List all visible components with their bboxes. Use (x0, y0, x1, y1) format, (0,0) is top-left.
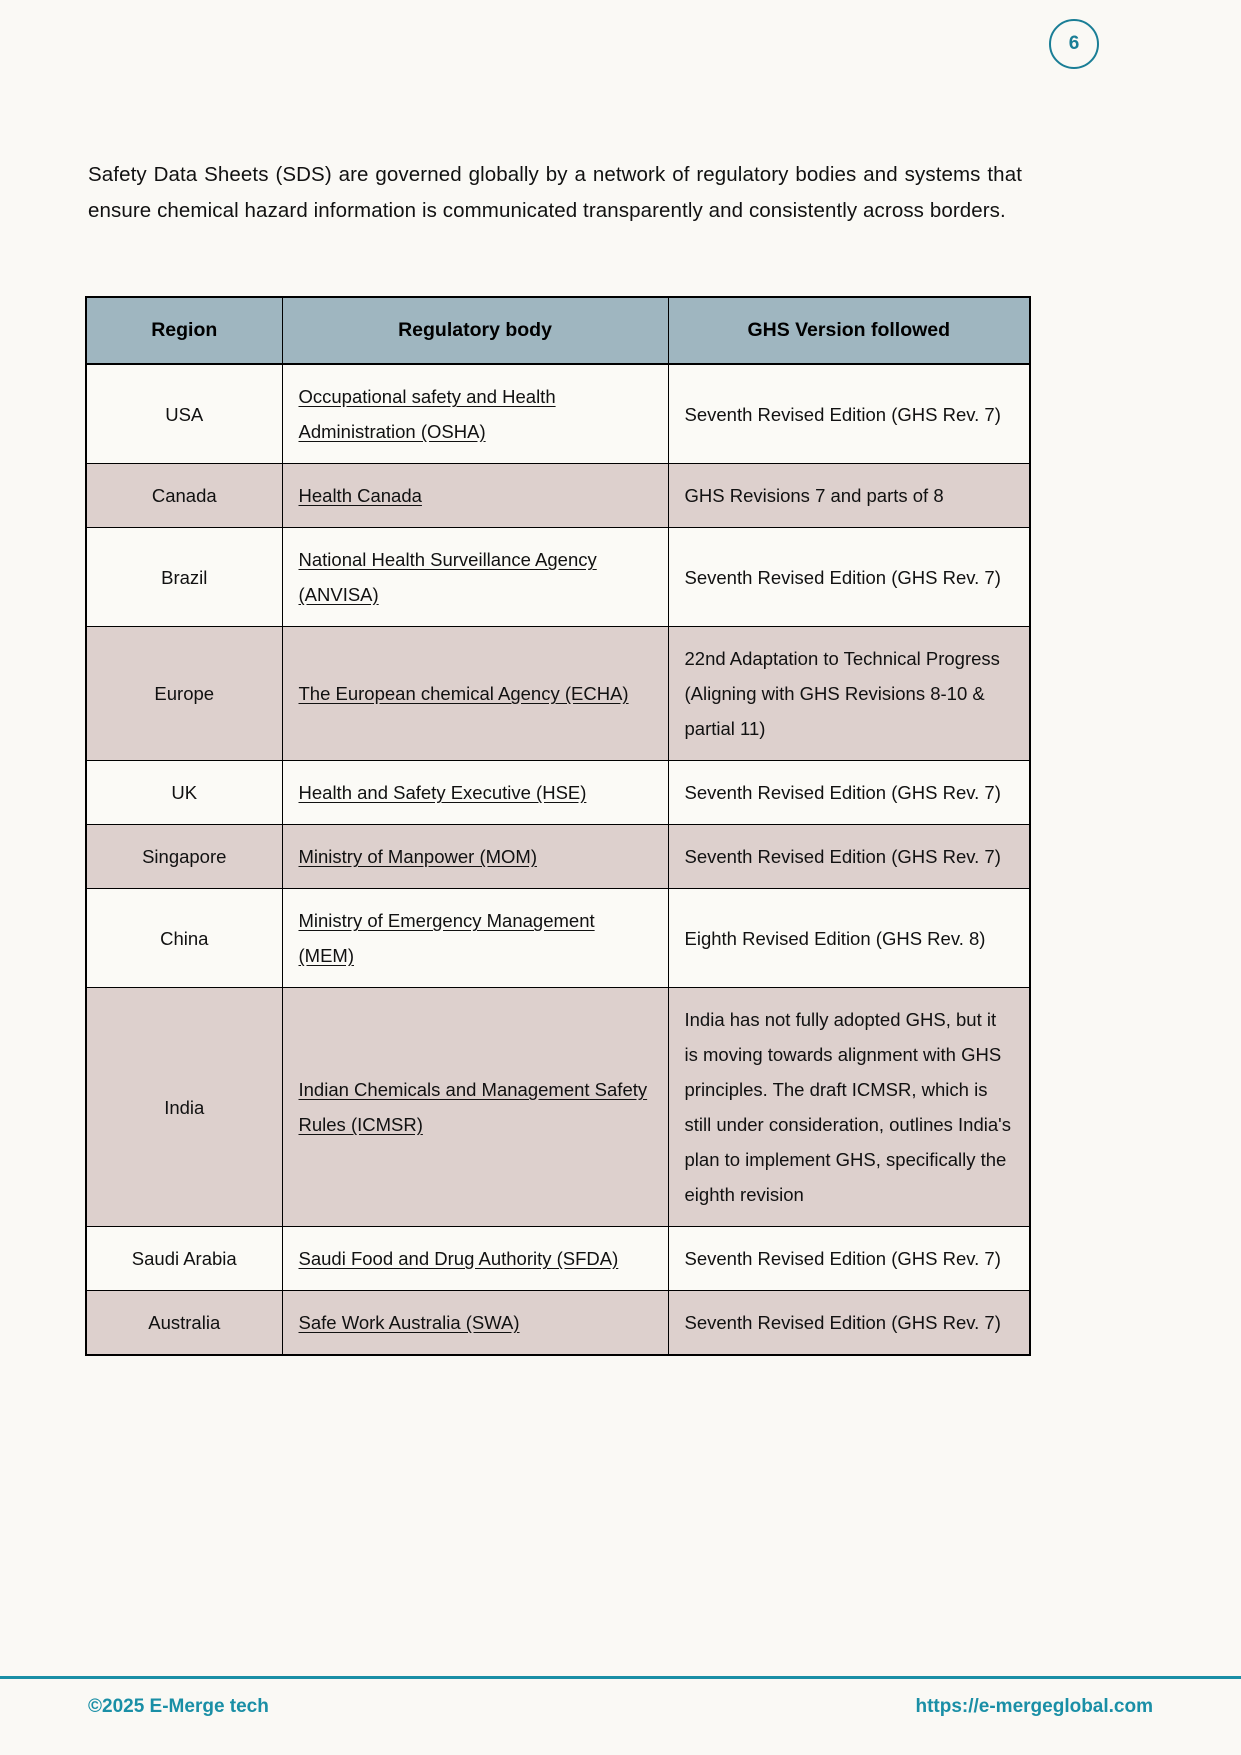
column-header-ghs-version: GHS Version followed (668, 297, 1030, 364)
cell-region: Europe (86, 627, 282, 761)
cell-region: India (86, 988, 282, 1227)
footer-copyright: ©2025 E-Merge tech (88, 1696, 269, 1717)
cell-regulatory-body (282, 1227, 668, 1291)
cell-region: Australia (86, 1291, 282, 1356)
table-body (86, 364, 1030, 1355)
cell-ghs-version: Seventh Revised Edition (GHS Rev. 7) (668, 528, 1030, 627)
cell-region: USA (86, 364, 282, 464)
table-row (86, 988, 1030, 1227)
cell-ghs-version: Seventh Revised Edition (GHS Rev. 7) (668, 1227, 1030, 1291)
regulatory-body-link[interactable]: Safe Work Australia (SWA) (298, 1312, 520, 1333)
cell-region: Saudi Arabia (86, 1227, 282, 1291)
table-row (86, 1227, 1030, 1291)
cell-regulatory-body (282, 988, 668, 1227)
regulatory-body-link[interactable]: Occupational safety and Health Administration (OSHA) (298, 386, 556, 442)
cell-ghs-version: Seventh Revised Edition (GHS Rev. 7) (668, 364, 1030, 464)
table-row (86, 464, 1030, 528)
cell-region: Brazil (86, 528, 282, 627)
table-header (86, 297, 1030, 364)
column-header-region: Region (86, 297, 282, 364)
cell-regulatory-body (282, 528, 668, 627)
cell-ghs-version: GHS Revisions 7 and parts of 8 (668, 464, 1030, 528)
regulatory-body-link[interactable]: Ministry of Manpower (MOM) (298, 846, 537, 867)
cell-region: UK (86, 761, 282, 825)
cell-regulatory-body (282, 825, 668, 889)
regulatory-body-link[interactable]: Health Canada (298, 485, 422, 506)
ghs-regulatory-table (85, 296, 1031, 1356)
cell-regulatory-body (282, 889, 668, 988)
cell-ghs-version: Seventh Revised Edition (GHS Rev. 7) (668, 761, 1030, 825)
table-row (86, 364, 1030, 464)
cell-ghs-version: Seventh Revised Edition (GHS Rev. 7) (668, 825, 1030, 889)
table-row (86, 528, 1030, 627)
cell-regulatory-body (282, 364, 668, 464)
intro-paragraph: Safety Data Sheets (SDS) are governed globally by a network of regulatory bodies and systems that ensure chemical hazard information is communicated transparently and consistently across borders. (88, 162, 1022, 222)
page-footer (88, 1696, 1153, 1718)
table-row (86, 825, 1030, 889)
cell-region: Singapore (86, 825, 282, 889)
cell-region: Canada (86, 464, 282, 528)
page-number: 6 (1068, 33, 1080, 54)
table-row (86, 1291, 1030, 1356)
ghs-regulatory-table-wrapper (85, 296, 1029, 1356)
cell-region: China (86, 889, 282, 988)
cell-ghs-version: India has not fully adopted GHS, but it is moving towards alignment with GHS principles. The draft ICMSR, which is still under consideration, outlines India's plan to implement GHS, specifically the eighth revision (668, 988, 1030, 1227)
cell-regulatory-body (282, 1291, 668, 1356)
table-row (86, 889, 1030, 988)
regulatory-body-link[interactable]: Health and Safety Executive (HSE) (298, 782, 587, 803)
regulatory-body-link[interactable]: National Health Surveillance Agency (ANVISA) (298, 549, 597, 605)
regulatory-body-link[interactable]: Indian Chemicals and Management Safety Rules (ICMSR) (298, 1079, 648, 1135)
regulatory-body-link[interactable]: Saudi Food and Drug Authority (SFDA) (298, 1248, 619, 1269)
cell-ghs-version: 22nd Adaptation to Technical Progress (Aligning with GHS Revisions 8-10 & partial 11) (668, 627, 1030, 761)
footer-divider (0, 1676, 1241, 1679)
table-row (86, 761, 1030, 825)
cell-regulatory-body (282, 761, 668, 825)
column-header-regulatory-body: Regulatory body (282, 297, 668, 364)
table-row (86, 627, 1030, 761)
regulatory-body-link[interactable]: The European chemical Agency (ECHA) (298, 683, 629, 704)
cell-ghs-version: Seventh Revised Edition (GHS Rev. 7) (668, 1291, 1030, 1356)
cell-regulatory-body (282, 627, 668, 761)
table-header-row (86, 297, 1030, 364)
footer-website-link[interactable]: https://e-mergeglobal.com (915, 1696, 1153, 1717)
cell-ghs-version: Eighth Revised Edition (GHS Rev. 8) (668, 889, 1030, 988)
cell-regulatory-body (282, 464, 668, 528)
page-number-badge (1049, 19, 1099, 69)
regulatory-body-link[interactable]: Ministry of Emergency Management (MEM) (298, 910, 595, 966)
